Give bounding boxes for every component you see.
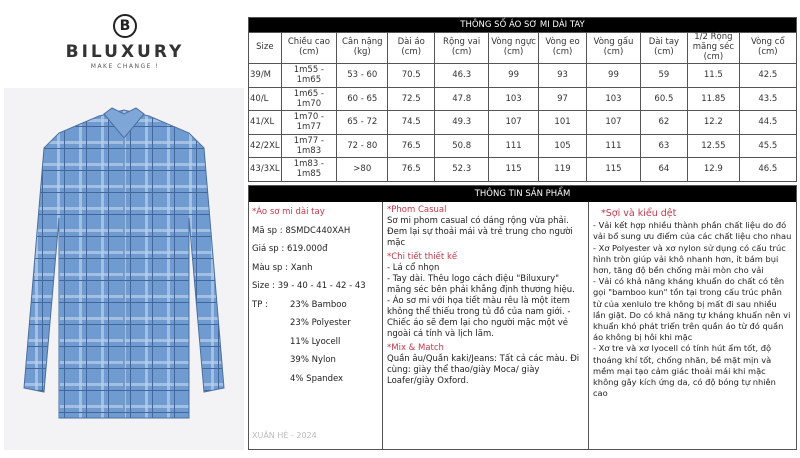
table-cell: 47.8	[434, 87, 488, 111]
table-row	[249, 158, 797, 182]
table-cell: 62	[640, 111, 687, 135]
table-cell: 103	[489, 87, 538, 111]
table-row	[249, 134, 797, 158]
composition-item: 23% Polyester	[290, 318, 351, 328]
table-cell: 41/XL	[249, 111, 282, 135]
table-row	[249, 111, 797, 135]
table-cell: 76.5	[388, 134, 434, 158]
table-cell: 111	[489, 134, 538, 158]
table-cell: 64	[640, 158, 687, 182]
table-cell: 111	[587, 134, 640, 158]
detail-title: *Chi tiết thiết kế	[387, 252, 458, 262]
table-cell: 42.5	[739, 64, 796, 88]
fabric-line: - Vải kết hợp nhiều thành phần chất liệu do đó vải bổ sung ưu điểm của các chất liệu cho nhau	[593, 220, 792, 242]
table-cell: 59	[640, 64, 687, 88]
column-header: Vòng eo (cm)	[538, 33, 586, 64]
product-info-title: THÔNG TIN SẢN PHẨM	[249, 186, 796, 202]
brand-tagline: MAKE CHANGE !	[90, 63, 160, 70]
table-cell: 12.2	[688, 111, 739, 135]
table-cell: 45.5	[739, 134, 796, 158]
table-cell: 99	[489, 64, 538, 88]
table-cell: 42/2XL	[249, 134, 282, 158]
table-cell: 39/M	[249, 64, 282, 88]
table-cell: 1m70 - 1m77	[281, 111, 336, 135]
spec-table-title: THÔNG SỐ ÁO SƠ MI DÀI TAY	[249, 18, 797, 33]
product-basics	[249, 202, 383, 450]
column-header: Rộng vai (cm)	[434, 33, 488, 64]
brand-name: BILUXURY	[65, 42, 185, 62]
product-code: Mã sp : 8SMDC440XAH	[252, 225, 351, 236]
mix-text: Quần âu/Quần kaki/Jeans: Tất cả các màu. Đi cùng: giày thể thao/giày Moca/ giày Loafer/giày Oxford.	[387, 354, 580, 386]
column-header: 1/2 Rộng măng séc (cm)	[688, 33, 739, 64]
table-cell: 107	[489, 111, 538, 135]
table-cell: 1m83 - 1m85	[281, 158, 336, 182]
product-color: Màu sp : Xanh	[252, 262, 313, 273]
fabric-line: - Vải có khả năng kháng khuẩn do chất có tên gọi "bamboo kun" tồn tại trong cấu trúc phân tử của xenlulo tre không bị mất đi sau nhiều lần giặt. Do có khả năng tự kháng khuẩn nên vi khuẩn khó phát triển trên quần áo từ đó quần áo không bị hôi khi mặc	[593, 276, 791, 343]
season-label: XUÂN HÈ - 2024	[252, 431, 317, 440]
fabric-title: *Sợi và kiểu dệt	[601, 208, 677, 219]
table-cell: 49.3	[434, 111, 488, 135]
column-header: Vòng ngực (cm)	[489, 33, 538, 64]
table-row	[249, 64, 797, 88]
table-cell: 99	[587, 64, 640, 88]
table-row	[249, 87, 797, 111]
composition-item: 23% Bamboo	[290, 299, 347, 310]
table-cell: 12.9	[688, 158, 739, 182]
column-header: Chiều cao (cm)	[281, 33, 336, 64]
table-cell: 1m55 - 1m65	[281, 64, 336, 88]
product-name: *Áo sơ mi dài tay	[252, 207, 325, 217]
product-sizes: Size : 39 - 40 - 41 - 42 - 43	[252, 281, 366, 291]
table-cell: 11.85	[688, 87, 739, 111]
table-cell: 65 - 72	[337, 111, 388, 135]
product-photo	[4, 88, 244, 450]
table-cell: 1m77 - 1m83	[281, 134, 336, 158]
table-cell: 52.3	[434, 158, 488, 182]
shirt-image	[4, 88, 244, 450]
composition-item: 39% Nylon	[290, 355, 336, 365]
table-cell: 115	[587, 158, 640, 182]
table-cell: 103	[587, 87, 640, 111]
brand-logo	[60, 14, 190, 70]
phom-text: Sơ mi phom casual có dáng rộng vừa phải. Đem lại sự thoải mái và trẻ trung cho người mặc	[387, 216, 573, 248]
table-cell: 72.5	[388, 87, 434, 111]
table-cell: 93	[538, 64, 586, 88]
table-cell: 107	[587, 111, 640, 135]
composition-item: 11% Lyocell	[290, 336, 341, 347]
product-description	[383, 202, 589, 450]
fabric-line: - Xơ Polyester và xơ nylon sử dụng có cấu trúc hình tròn giúp vải khô nhanh hơn, ít bám bụi hơn, tăng độ bền chống mài mòn cho vải	[593, 242, 786, 276]
composition-item: 4% Spandex	[290, 373, 344, 384]
table-cell: 40/L	[249, 87, 282, 111]
table-cell: 97	[538, 87, 586, 111]
table-cell: 119	[538, 158, 586, 182]
table-cell: 53 - 60	[337, 64, 388, 88]
table-cell: 50.8	[434, 134, 488, 158]
detail-line: - Lá cổ nhọn	[387, 263, 440, 273]
product-info-panel	[248, 185, 797, 450]
table-cell: 11.5	[688, 64, 739, 88]
detail-line: - Áo sơ mi với họa tiết màu rêu là một item không thể thiếu trong tủ đồ của nam giới. - Chiếc áo sẽ đem lại cho người mặc một vẻ ngoài cá tính và lịch lãm.	[387, 296, 571, 339]
table-cell: 115	[489, 158, 538, 182]
table-cell: 76.5	[388, 158, 434, 182]
detail-line: - Tay dài. Thêu logo cách điệu "Biluxury" măng séc bên phải khẳng định thương hiệu.	[387, 274, 575, 295]
table-cell: 46.3	[434, 64, 488, 88]
table-cell: 63	[640, 134, 687, 158]
table-cell: 12.55	[688, 134, 739, 158]
table-cell: 74.5	[388, 111, 434, 135]
size-spec-table	[248, 17, 797, 182]
phom-title: *Phom Casual	[387, 205, 447, 215]
column-header: Vòng gấu (cm)	[587, 33, 640, 64]
column-header: Size	[249, 33, 282, 64]
column-header: Dài áo (cm)	[388, 33, 434, 64]
table-cell: 60.5	[640, 87, 687, 111]
table-cell: 105	[538, 134, 586, 158]
table-cell: 46.5	[739, 158, 796, 182]
fabric-description	[589, 202, 796, 450]
table-cell: 60 - 65	[337, 87, 388, 111]
brand-mark-icon: B	[113, 14, 137, 38]
table-cell: 43/3XL	[249, 158, 282, 182]
table-cell: 70.5	[388, 64, 434, 88]
column-header: Vòng cổ (cm)	[739, 33, 796, 64]
table-cell: 43.5	[739, 87, 796, 111]
table-cell: 44.5	[739, 111, 796, 135]
column-header: Dài tay (cm)	[640, 33, 687, 64]
product-price: Giá sp : 619.000đ	[252, 244, 328, 254]
table-cell: 72 - 80	[337, 134, 388, 158]
table-cell: 101	[538, 111, 586, 135]
composition-label: TP :	[252, 299, 268, 310]
mix-title: *Mix & Match	[387, 343, 444, 353]
fabric-line: - Xơ tre và xơ lyocell có tính hút ẩm tốt, độ thoáng khí tốt, chống nhăn, bề mặt mịn và mềm mại tạo cảm giác thoải mái khi mặc không gây kích ứng da, có độ bóng tự nhiên cao	[593, 343, 776, 399]
column-header: Cân nặng (kg)	[337, 33, 388, 64]
table-cell: >80	[337, 158, 388, 182]
table-cell: 1m65 - 1m70	[281, 87, 336, 111]
